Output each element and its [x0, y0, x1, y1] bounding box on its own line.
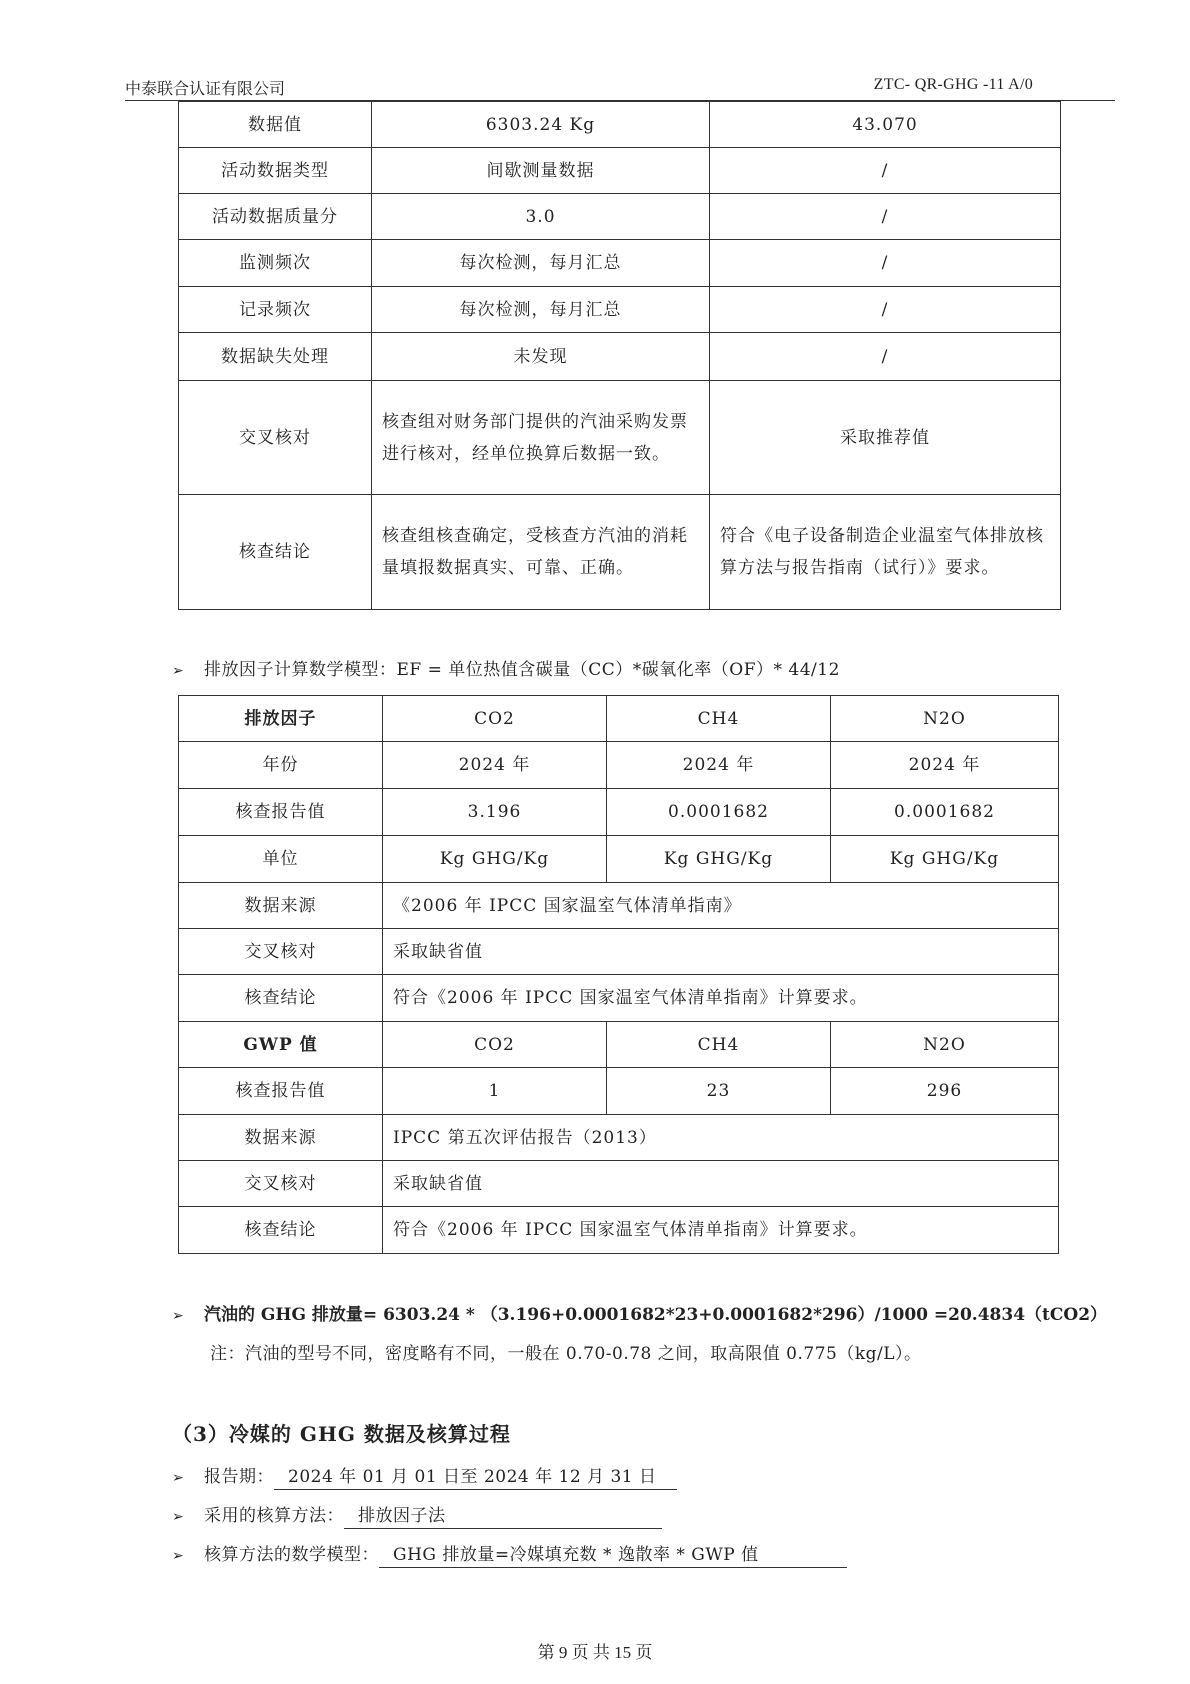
table-row	[179, 1161, 1059, 1207]
table-row	[179, 102, 1061, 148]
cell: 1	[383, 1068, 607, 1115]
row-extra: 43.070	[710, 102, 1061, 148]
cell: 296	[831, 1068, 1059, 1115]
cell: CH4	[607, 696, 831, 742]
table-row	[179, 1115, 1059, 1161]
cell: 年份	[179, 742, 383, 789]
report-period-label: 报告期：	[204, 1467, 274, 1487]
row-label: 数据值	[179, 102, 372, 148]
density-note: 注：汽油的型号不同，密度略有不同，一般在 0.70-0.78 之间，取高限值 0.775（kg/L）。	[210, 1344, 922, 1364]
cell: 2024 年	[831, 742, 1059, 789]
table-row	[179, 883, 1059, 929]
row-label: 记录频次	[179, 287, 372, 333]
page-header	[125, 70, 1115, 101]
row-extra: /	[710, 240, 1061, 287]
row-value: 间歇测量数据	[372, 148, 710, 194]
cell: N2O	[831, 1022, 1059, 1068]
ef-model-text: 排放因子计算数学模型：EF = 单位热值含碳量（CC）*碳氧化率（OF）* 44/12	[204, 660, 840, 680]
table-row	[179, 333, 1061, 381]
report-period-value: 2024 年 01 月 01 日至 2024 年 12 月 31 日	[274, 1466, 677, 1490]
table-row	[179, 194, 1061, 240]
row-extra: /	[710, 148, 1061, 194]
table-row	[179, 240, 1061, 287]
emission-factor-table	[178, 695, 1059, 1254]
row-label: 活动数据类型	[179, 148, 372, 194]
row-value: 核查组对财务部门提供的汽油采购发票进行核对，经单位换算后数据一致。	[372, 381, 710, 495]
cell: 3.196	[383, 789, 607, 836]
row-extra: 采取推荐值	[710, 381, 1061, 495]
company-name: 中泰联合认证有限公司	[125, 81, 286, 98]
math-model-value: GHG 排放量=冷媒填充数 * 逸散率 * GWP 值	[379, 1544, 847, 1568]
table-row	[179, 696, 1059, 742]
row-extra: /	[710, 194, 1061, 240]
report-period-line	[172, 1462, 677, 1490]
activity-data-table	[178, 101, 1061, 610]
section-title: （3）冷媒的 GHG 数据及核算过程	[172, 1422, 511, 1446]
table-row	[179, 287, 1061, 333]
row-label: 数据缺失处理	[179, 333, 372, 381]
table-row	[179, 495, 1061, 610]
arrow-bullet-icon: ➢	[172, 1308, 184, 1324]
table-row	[179, 148, 1061, 194]
page-number: 第 9 页 共 15 页	[537, 1643, 653, 1662]
table-row	[179, 381, 1061, 495]
arrow-bullet-icon: ➢	[172, 1470, 185, 1486]
cell: 核查报告值	[179, 789, 383, 836]
cell: 数据来源	[179, 883, 383, 929]
cell: 《2006 年 IPCC 国家温室气体清单指南》	[383, 883, 1059, 929]
cell: 单位	[179, 836, 383, 883]
table-row	[179, 1022, 1059, 1068]
cell: 采取缺省值	[383, 929, 1059, 975]
cell: 符合《2006 年 IPCC 国家温室气体清单指南》计算要求。	[383, 975, 1059, 1022]
arrow-bullet-icon: ➢	[172, 663, 185, 679]
row-extra: /	[710, 287, 1061, 333]
row-label: 监测频次	[179, 240, 372, 287]
table-row	[179, 929, 1059, 975]
row-label: 核查结论	[179, 495, 372, 610]
cell: N2O	[831, 696, 1059, 742]
table-row	[179, 1068, 1059, 1115]
cell: Kg GHG/Kg	[383, 836, 607, 883]
cell: 2024 年	[607, 742, 831, 789]
cell: 核查报告值	[179, 1068, 383, 1115]
cell: 采取缺省值	[383, 1161, 1059, 1207]
cell: 核查结论	[179, 975, 383, 1022]
cell: 0.0001682	[831, 789, 1059, 836]
cell: 符合《2006 年 IPCC 国家温室气体清单指南》计算要求。	[383, 1207, 1059, 1254]
cell: CO2	[383, 696, 607, 742]
cell: CO2	[383, 1022, 607, 1068]
table-row	[179, 1207, 1059, 1254]
cell: GWP 值	[179, 1022, 383, 1068]
method-line	[172, 1501, 662, 1529]
cell: 数据来源	[179, 1115, 383, 1161]
arrow-bullet-icon: ➢	[172, 1509, 185, 1525]
cell: 2024 年	[383, 742, 607, 789]
method-value: 排放因子法	[344, 1505, 662, 1529]
method-label: 采用的核算方法：	[204, 1506, 344, 1526]
cell: 交叉核对	[179, 929, 383, 975]
ef-model-line	[172, 655, 840, 680]
cell: Kg GHG/Kg	[607, 836, 831, 883]
row-label: 交叉核对	[179, 381, 372, 495]
math-model-line	[172, 1540, 847, 1568]
document-code: ZTC- QR-GHG -11 A/0	[873, 76, 1033, 93]
row-value: 每次检测，每月汇总	[372, 287, 710, 333]
cell: 交叉核对	[179, 1161, 383, 1207]
cell: 0.0001682	[607, 789, 831, 836]
cell: 核查结论	[179, 1207, 383, 1254]
table-row	[179, 742, 1059, 789]
cell: IPCC 第五次评估报告（2013）	[383, 1115, 1059, 1161]
row-extra: /	[710, 333, 1061, 381]
row-value: 6303.24 Kg	[372, 102, 710, 148]
ghg-calculation-text: 汽油的 GHG 排放量= 6303.24 * （3.196+0.0001682*23+0.0001682*296）/1000 =20.4834（tCO2）	[204, 1305, 1108, 1325]
cell: CH4	[607, 1022, 831, 1068]
table-row	[179, 836, 1059, 883]
arrow-bullet-icon: ➢	[172, 1548, 185, 1564]
row-value: 每次检测，每月汇总	[372, 240, 710, 287]
row-label: 活动数据质量分	[179, 194, 372, 240]
row-value: 未发现	[372, 333, 710, 381]
cell: Kg GHG/Kg	[831, 836, 1059, 883]
ghg-calculation-line	[172, 1300, 1107, 1325]
row-extra: 符合《电子设备制造企业温室气体排放核算方法与报告指南（试行）》要求。	[710, 495, 1061, 610]
math-model-label: 核算方法的数学模型：	[204, 1545, 379, 1565]
cell: 排放因子	[179, 696, 383, 742]
row-value: 核查组核查确定，受核查方汽油的消耗量填报数据真实、可靠、正确。	[372, 495, 710, 610]
cell: 23	[607, 1068, 831, 1115]
table-row	[179, 789, 1059, 836]
row-value: 3.0	[372, 194, 710, 240]
table-row	[179, 975, 1059, 1022]
